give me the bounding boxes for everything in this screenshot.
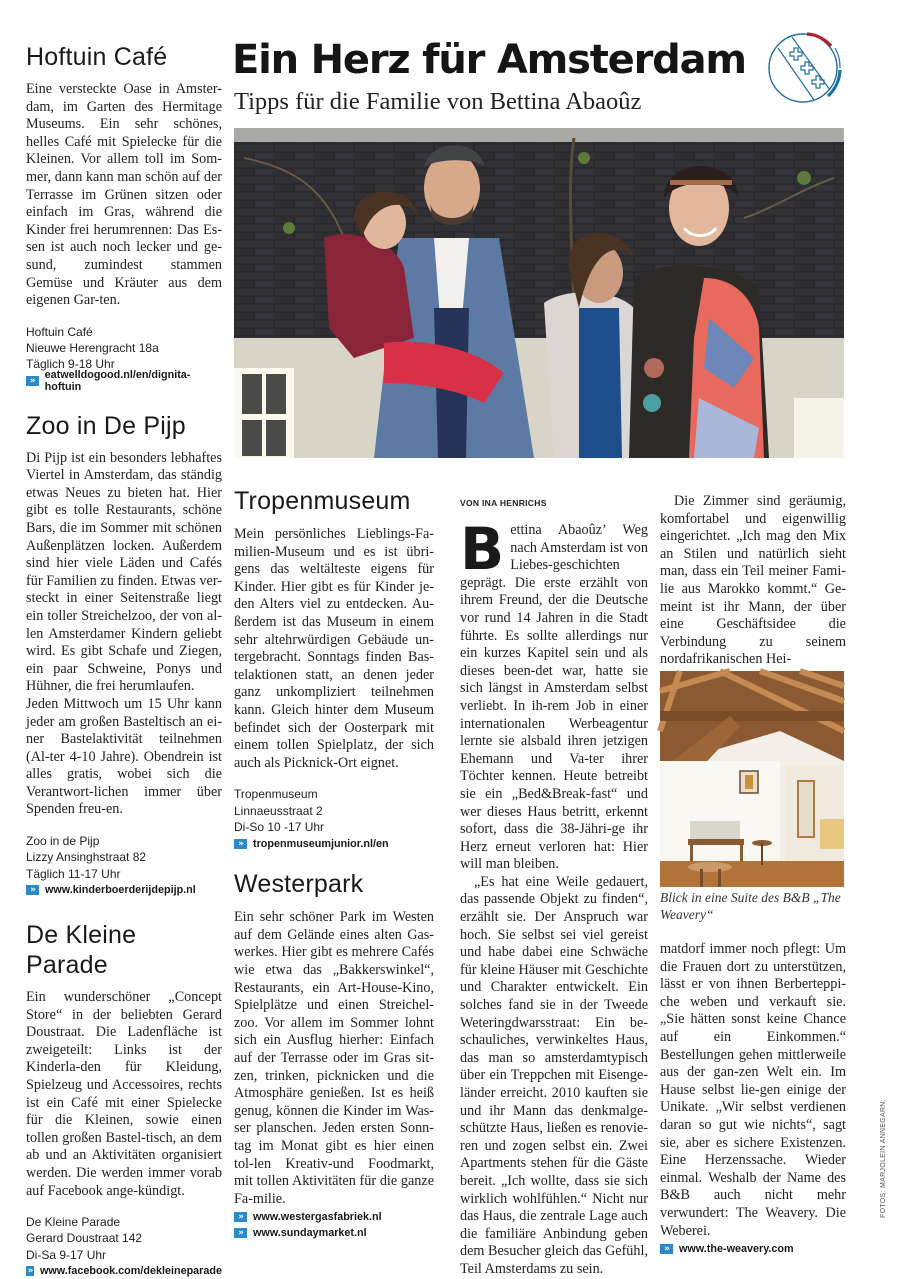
section-body: Ein wunderschöner „Concept Store“ in der beliebten Gerard Doustraat. Die Ladenfläche ist zweigeteilt: Links ist der Kinderla-den für Kleidung, Spielzeug und Accessoires, rechts ist ein Café mit einer Spielecke für die Kleinen, sowie einen tollen großen Bastel-tisch, an dem ab und an Aktivitäten organisiert werden. Die werden immer vorab auf Facebook ange-kündigt. <box>26 988 222 1199</box>
section-heading: De Kleine Parade <box>26 920 137 979</box>
section-zoo-in-de-pijp <box>26 411 222 898</box>
link-url[interactable]: www.westergasfabriek.nl <box>253 1210 382 1223</box>
suite-photo <box>660 671 844 887</box>
venue-name: Zoo in de Pijp <box>26 834 100 849</box>
left-column <box>26 42 222 1279</box>
venue-hours: Di-Sa 9-17 Uhr <box>26 1247 107 1262</box>
article-title: Ein Herz für Amsterdam <box>232 37 746 83</box>
drop-cap: B <box>460 515 505 583</box>
section-de-kleine-parade <box>26 920 222 1279</box>
venue-info <box>234 786 434 835</box>
venue-info <box>26 1214 222 1263</box>
venue-link[interactable] <box>26 1264 222 1279</box>
article-paragraph-text: ettina Abaoûz’ Weg nach Amsterdam ist von Liebes-geschichten geprägt. Die erste erzählt von ihrem Freund, der die Deutsche vor rund 14 Jahren in die Stadt führte. Es sollte allerdings nur ein kurzes Kapitel sein und als dieses been-det war, hatte sie sich längst in Amsterdam selbst verliebt. In ih-rem Job in einer internationalen Werbeagentur lernte sie alsbald ihren jetzigen Ehemann und Va-ter ihrer Töchter kennen. Heute betreibt sie ein „Bed&Break-fast“ und wer dieses Haus betritt, erkennt sofort, dass die 38-Jähri-ge ihr Herz erneut verloren hat: Hier will man bleiben. <box>460 522 648 873</box>
venue-hours: Täglich 11-17 Uhr <box>26 866 121 881</box>
link-url[interactable]: eatwelldogood.nl/en/dignita-hoftuin <box>44 369 191 394</box>
section-westerpark <box>234 869 434 1240</box>
venue-hours: Täglich 9-18 Uhr <box>26 357 115 372</box>
section-heading: Tropenmuseum <box>234 487 411 515</box>
double-chevron-right-icon: » <box>26 885 39 895</box>
venue-link[interactable] <box>26 369 222 394</box>
double-chevron-right-icon: » <box>26 376 39 386</box>
link-url[interactable]: tropenmuseumjunior.nl/en <box>253 837 389 850</box>
venue-info <box>26 833 222 882</box>
article-paragraph: Die Zimmer sind geräumig, komfortabel und eigenwillig eingerichtet. „Ich mag den Mix an Stilen und natürlich sieht man, dass ein Teil meiner Fami-lie aus Marokko kommt.“ Ge-meint ist ihr Mann, der über eine Geschäftsidee die Verbindung zu seinem nordafrikanischen Hei- <box>660 493 846 668</box>
venue-link[interactable] <box>234 1209 434 1224</box>
venue-link[interactable] <box>234 1225 434 1240</box>
section-body: Mein persönliches Lieblings-Fa-milien-Museum und es ist übri-gens das weltälteste eigens für Kinder. Hier gibt es für Kinder je-den Alters viel zu entdecken. Au-ßerdem ist das Museum in einem sehr altehrwürdigen Gebäude un-tergebracht. Sonntags finden Bas-telaktionen statt, an denen jeder ganz unkompliziert teilnehmen kann. Gleich hinter dem Museum befindet sich der Oosterpark mit einem tollen Spielplatz, der sich auch als Picknick-Ort eignet. <box>234 526 434 771</box>
double-chevron-right-icon: » <box>27 1266 33 1277</box>
link-url[interactable]: www.kinderboerderijdepijp.nl <box>45 884 196 897</box>
article-paragraph: matdorf immer noch pflegt: Um die Frauen dort zu unterstützen, lässt er von ihnen Berberteppi-che weben und verkauft sie. „Sie hätten sonst keine Chance auf ein Einkommen.“ Bestellungen gehen mittlerweile aus der gan-zen Welt ein. Im Hause selbst lie-gen einige der Unikate. „Wir selbst verdienen daran so gut wie nichts“, sagt sie, aber es sichere Existenzen. Eine Herzenssache. Wieder einmal. Weshalb der Name des B&B auch nicht mehr verwundert: The Weavery. Die Weberei. <box>660 941 846 1239</box>
venue-address: Gerard Doustraat 142 <box>26 1231 143 1246</box>
photo-credit: FOTOS: MARJOLEIN ANNEGARN; <box>880 1099 887 1218</box>
venue-address: Linnaeusstraat 2 <box>234 803 323 818</box>
section-body-continued: Jeden Mittwoch um 15 Uhr kann jeder am großen Basteltisch an ei-ner Bastelaktivität teilnehmen (Al-ter 4-10 Jahre). Obendrein ist alles gratis, wobei sich die Verantwort-lichen immer über Spenden freu-en. <box>26 695 222 818</box>
venue-address: Nieuwe Herengracht 18a <box>26 341 159 356</box>
article-subtitle: Tipps für die Familie von Bettina Abaoûz <box>234 88 642 115</box>
venue-address: Lizzy Ansinghstraat 82 <box>26 850 147 865</box>
amsterdam-crosses-badge-icon <box>765 28 847 110</box>
photo-caption: Blick in eine Suite des B&B „The Weavery“ <box>660 890 841 922</box>
article-link[interactable] <box>660 1241 846 1256</box>
venue-name: Hoftuin Café <box>26 324 93 339</box>
link-url[interactable]: www.the-weavery.com <box>679 1242 794 1255</box>
article-column-2-continued <box>660 889 846 1256</box>
section-heading: Hoftuin Café <box>26 43 168 71</box>
article-column-2 <box>660 493 846 669</box>
double-chevron-right-icon: » <box>660 1244 673 1254</box>
article-column-1 <box>460 498 648 1279</box>
link-url[interactable]: www.facebook.com/dekleineparade <box>39 1265 222 1278</box>
section-body: Eine versteckte Oase in Amster-dam, im Garten des Hermitage Museums. Ein sehr schönes, helles Café mit Spielecke für die Kleinen. Vor allem toll im Som-mer, dann kann man schön auf der Terrasse im Grünen sitzen oder einfach im Gras, während die Kinder frei herumrennen: Das Es-sen ist auch noch lecker und ge-sund, zumindest stammen Gemüse und Kräuter aus dem eigenen Gar-ten. <box>26 81 222 309</box>
venue-name: De Kleine Parade <box>26 1215 121 1230</box>
section-heading: Zoo in De Pijp <box>26 411 186 440</box>
link-url[interactable]: www.sundaymarket.nl <box>253 1226 367 1239</box>
section-body: Di Pijp ist ein besonders lebhaftes Viertel in Amsterdam, das ständig etwas Neues zu bieten hat. Hier gibt es tolle Restaurants, schöne Bars, die im Sommer mit schönen Außenplätzen locken. Außerdem sind hier viele Läden und Cafés für Familien zu finden. Etwas ver-steckt in einer Seitenstraße liegt ein toller Streichelzoo, der von al-len Amsterdamer Kindern geliebt wird. Es gibt Schafe und Ziegen, ein paar Schweine, Ponys und Hühner, die frei herumlaufen. <box>26 449 222 695</box>
byline: VON INA HENRICHS <box>460 498 547 508</box>
venue-link[interactable] <box>234 836 434 851</box>
section-body: Ein sehr schöner Park im Westen auf dem Gelände eines alten Gas-werkes. Hier gibt es mehrere Cafés wie etwa das „Bakkerswinkel“, Restaurants, ein Art-House-Kino, Spielplätze und einen Streichel-zoo. Vor allem im Sommer lohnt sich ein Ausflug hierher: Einfach auf der Terrasse oder im Gras sit-zen, trinken, picknicken und die Atmosphäre genießen. Ist es heiß genug, können die Kinder im Was-ser planschen. Jeden ersten Sonn-tag im Monat gibt es hier einen tol-len Kreativ-und Foodmarkt, mit tollen Aktivitäten für die ganze Fa-milie. <box>234 909 434 1207</box>
double-chevron-right-icon: » <box>234 1228 247 1238</box>
family-photo <box>234 128 844 458</box>
middle-column <box>234 486 434 1240</box>
venue-name: Tropenmuseum <box>234 787 318 802</box>
section-heading: Westerpark <box>234 870 364 899</box>
section-hoftuin-cafe <box>26 42 222 394</box>
venue-hours: Di-So 10 -17 Uhr <box>234 819 325 834</box>
section-tropenmuseum <box>234 486 434 851</box>
double-chevron-right-icon: » <box>234 1212 247 1222</box>
venue-link[interactable] <box>26 883 222 898</box>
article-paragraph: „Es hat eine Weile gedauert, das passende Objekt zu finden“, erzählt sie. Der Anspruch war hoch. Sie selbst sei viel gereist und habe dabei eine Schwäche für kleine Häuser mit Geschichte und Charakter entwickelt. Ein solches fand sie in der Tweede Weteringdwarsstraat: Ein be-schauliches, verwinkeltes Haus, das man so amsterdamtypisch über ein Treppchen mit Eisenge-länder erreicht. 2010 kauften sie und ihr Mann das denkmalge-schützte Haus, ließen es renovie-ren und zogen selbst ein. Zwei Apartments stehen für die Gäste bereit. „Ich wollte, dass sie sich wirklich wohlfühlen.“ Nicht nur das Haus, die zentrale Lage auch die familiäre Anbindung geben dem Besucher gleich das Gefühl, Teil Amsterdams zu sein. <box>460 873 648 1277</box>
article-paragraph <box>460 515 648 874</box>
venue-info <box>26 324 222 373</box>
double-chevron-right-icon: » <box>234 839 247 849</box>
